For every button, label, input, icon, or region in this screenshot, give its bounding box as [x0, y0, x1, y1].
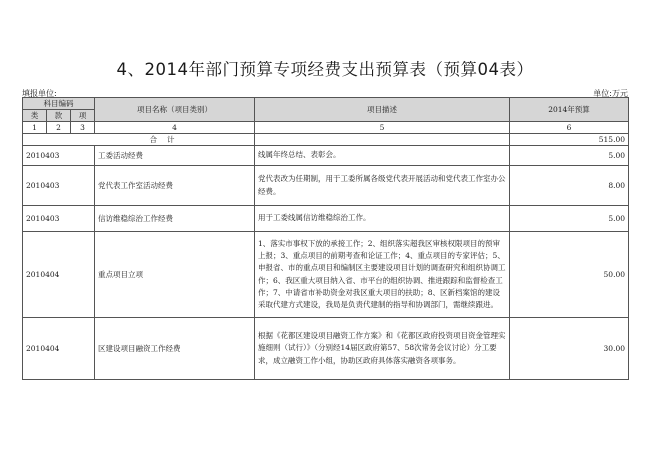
page-title: 4、2014年部门预算专项经费支出预算表（预算04表）	[116, 60, 534, 79]
table-row	[23, 146, 629, 166]
row-desc: 用于工委线属信访维稳综治工作。	[255, 206, 510, 232]
header-kuan: 款	[47, 110, 71, 122]
row-budget: 50.00	[510, 232, 629, 318]
col-number: 4	[95, 122, 255, 134]
col-number: 5	[255, 122, 510, 134]
total-value: 515.00	[510, 134, 629, 146]
row-code: 2010403	[23, 146, 95, 166]
row-name: 党代表工作室活动经费	[95, 166, 255, 206]
total-label: 合计	[149, 135, 185, 144]
table-row	[23, 318, 629, 380]
table-row	[23, 206, 629, 232]
row-budget: 8.00	[510, 166, 629, 206]
col-number: 2	[47, 122, 71, 134]
row-budget: 5.00	[510, 206, 629, 232]
row-desc: 党代表改为任期制，用于工委所属各级党代表开展活动和党代表工作室办公经费。	[255, 166, 510, 206]
row-code: 2010404	[23, 232, 95, 318]
budget-table	[22, 97, 629, 380]
header-budget: 2014年预算	[510, 98, 629, 122]
unit-label: 单位:万元	[593, 89, 628, 98]
table-row	[23, 232, 629, 318]
row-name: 区建设项目融资工作经费	[95, 318, 255, 380]
row-name: 重点项目立项	[95, 232, 255, 318]
row-budget: 5.00	[510, 146, 629, 166]
row-code: 2010403	[23, 166, 95, 206]
header-subject-code: 科目编码	[23, 98, 95, 110]
row-name: 工委活动经费	[95, 146, 255, 166]
row-desc: 根据《花都区建设项目融资工作方案》和《花都区政府投资项目资金管理实施细则（试行）》（分别经14届区政府第57、58次常务会议讨论）分工要求，成立融资工作小组，协助区政府具体落实融资各项事务。	[255, 318, 510, 380]
header-project-desc: 项目描述	[255, 98, 510, 122]
col-number: 3	[71, 122, 95, 134]
header-xiang: 项	[71, 110, 95, 122]
header-lei: 类	[23, 110, 47, 122]
header-project-name: 项目名称（项目类别）	[95, 98, 255, 122]
row-name: 信访维稳综治工作经费	[95, 206, 255, 232]
row-desc: 线属年终总结、表彰会。	[255, 146, 510, 166]
total-row	[23, 134, 629, 146]
col-number: 6	[510, 122, 629, 134]
col-number: 1	[23, 122, 47, 134]
row-code: 2010403	[23, 206, 95, 232]
table-row	[23, 166, 629, 206]
column-number-row	[23, 122, 629, 134]
row-code: 2010404	[23, 318, 95, 380]
reporting-unit-label: 填报单位:	[22, 89, 57, 98]
row-desc: 1、落实市事权下放的承接工作；2、组织落实超我区审核权限项目的预审上报；3、重点项目的前期考查和论证工作；4、重点项目的专家评估；5、申报省、市的重点项目和编制区主要建设项目计划的调查研究和组织协调工作；6、我区重大项目纳入省、市平台的组织协调、推进跟踪和监督检查工作；7、中请省市补助资金对我区重大项目的扶助；8、区新档案馆的建设采取代建方式建设，我局是负责代建制的指导和协调部门，需继续跟进。	[255, 232, 510, 318]
row-budget: 30.00	[510, 318, 629, 380]
